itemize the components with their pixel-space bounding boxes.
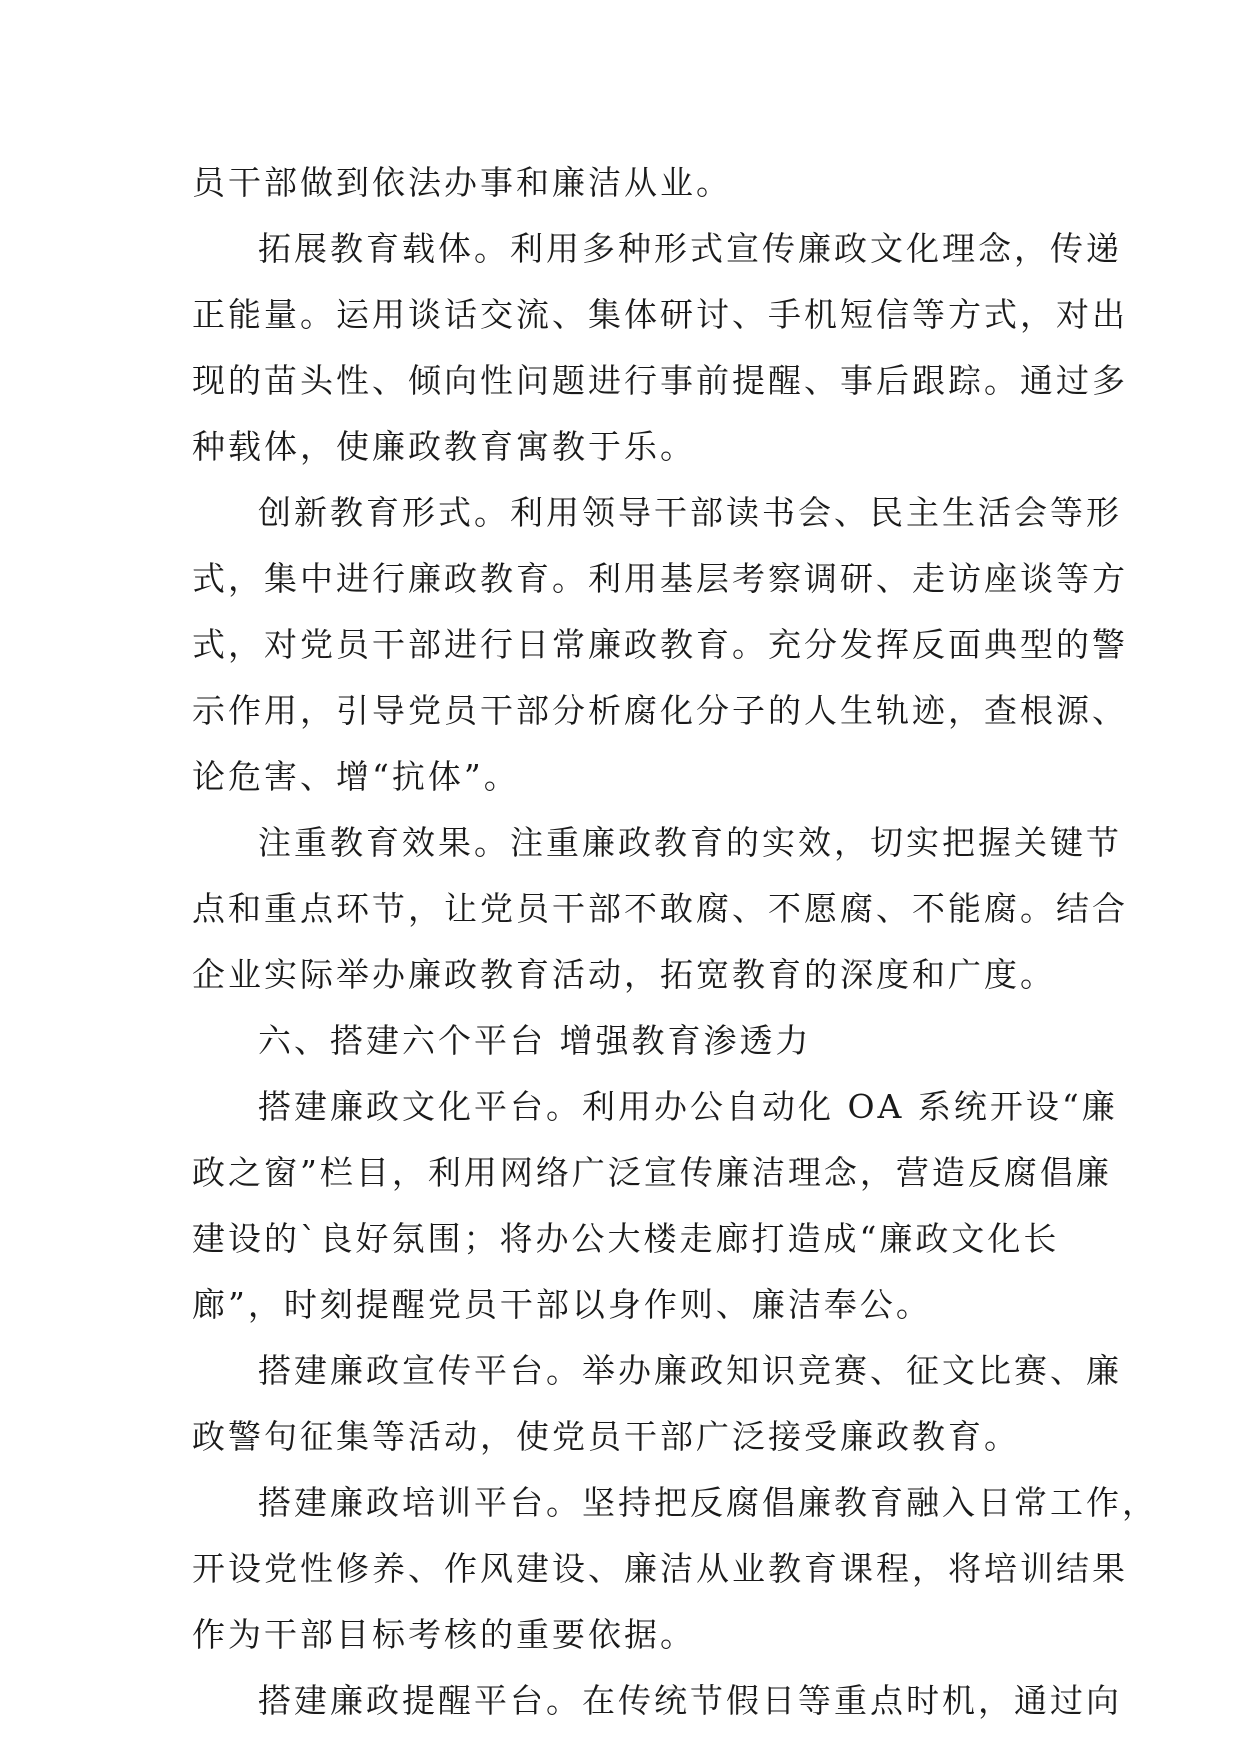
document-body (192, 150, 1158, 1734)
text-line: 搭建廉政提醒平台。在传统节假日等重点时机，通过向 (258, 1681, 1122, 1720)
text-line: 种载体，使廉政教育寓教于乐。 (192, 427, 696, 466)
text-line: 式，集中进行廉政教育。利用基层考察调研、走访座谈等方 (192, 559, 1128, 598)
text-line: 搭建廉政文化平台。利用办公自动化 OA 系统开设“廉 (258, 1087, 1118, 1126)
text-line: 点和重点环节，让党员干部不敢腐、不愿腐、不能腐。结合 (192, 889, 1128, 928)
text-line: 政警句征集等活动，使党员干部广泛接受廉政教育。 (192, 1417, 1020, 1456)
text-line: 拓展教育载体。利用多种形式宣传廉政文化理念，传递 (258, 229, 1122, 268)
text-line: 注重教育效果。注重廉政教育的实效，切实把握关键节 (258, 823, 1122, 862)
text-line: 搭建廉政宣传平台。举办廉政知识竞赛、征文比赛、廉 (258, 1351, 1122, 1390)
text-line: 企业实际举办廉政教育活动，拓宽教育的深度和广度。 (192, 955, 1056, 994)
text-line: 式，对党员干部进行日常廉政教育。充分发挥反面典型的警 (192, 625, 1128, 664)
text-line: 员干部做到依法办事和廉洁从业。 (192, 163, 732, 202)
text-line: 正能量。运用谈话交流、集体研讨、手机短信等方式，对出 (192, 295, 1128, 334)
text-line: 作为干部目标考核的重要依据。 (192, 1615, 696, 1654)
text-line: 创新教育形式。利用领导干部读书会、民主生活会等形 (258, 493, 1122, 532)
text-line: 论危害、增“抗体”。 (192, 757, 520, 796)
text-line: 政之窗”栏目，利用网络广泛宣传廉洁理念，营造反腐倡廉 (192, 1153, 1112, 1192)
text-line: 现的苗头性、倾向性问题进行事前提醒、事后跟踪。通过多 (192, 361, 1128, 400)
text-line: 开设党性修养、作风建设、廉洁从业教育课程，将培训结果 (192, 1549, 1128, 1588)
text-line: 建设的`良好氛围；将办公大楼走廊打造成“廉政文化长 (192, 1219, 1060, 1258)
text-line: 搭建廉政培训平台。坚持把反腐倡廉教育融入日常工作， (258, 1483, 1158, 1522)
section-heading: 六、搭建六个平台 增强教育渗透力 (258, 1021, 812, 1060)
text-line: 廊”，时刻提醒党员干部以身作则、廉洁奉公。 (192, 1285, 932, 1324)
text-line: 示作用，引导党员干部分析腐化分子的人生轨迹，查根源、 (192, 691, 1128, 730)
